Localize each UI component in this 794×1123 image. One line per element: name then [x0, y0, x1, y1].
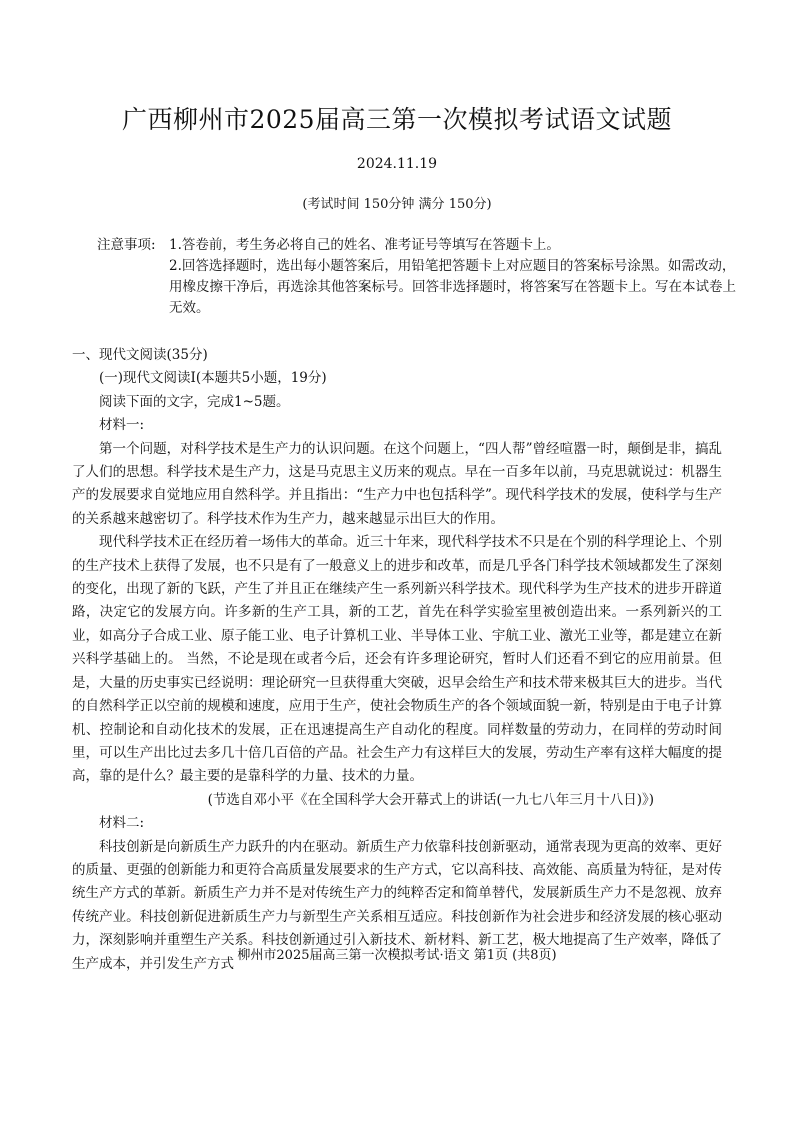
material-1-source: (节选自邓小平《在全国科学大会开幕式上的讲话(一九七八年三月十八日)》): [207, 791, 654, 808]
material-2-paragraph-1: 科技创新是向新质生产力跃升的内在驱动。新质生产力依靠科技创新驱动，通常表现为更高的效率、更好的质量、更强的创新能力和更符合高质量发展要求的生产方式，它以高科技、高效能、高质量为特征，是对传统生产方式的革新。新质生产力并不是对传统生产力的纯粹否定和简单替代，发展新质生产力不是忽视、放弃传统产业。科技创新促进新质生产力与新型生产关系相互适应。科技创新作为社会进步和经济发展的核心驱动力，深刻影响并重塑生产关系。科技创新通过引入新技术、新材料、新工艺，极大地提高了生产效率，降低了生产成本，并引发生产方式: [72, 838, 722, 972]
reading-instruction: 阅读下面的文字，完成1~5题。: [99, 393, 290, 410]
notice-block: [97, 235, 737, 319]
notice-row-1: [97, 235, 737, 256]
material-2-label: 材料二:: [99, 815, 145, 832]
material-1-paragraph-1: 第一个问题，对科学技术是生产力的认识问题。在这个问题上，“四人帮”曾经喧嚣一时，颠倒是非，搞乱了人们的思想。科学技术是生产力，这是马克思主义历来的观点。早在一百多年以前，马克思就说过：机器生产的发展要求自觉地应用自然科学。并且指出：“生产力中也包括科学”。现代科学技术的发展，使科学与生产的关系越来越密切了。科学技术作为生产力，越来越显示出巨大的作用。: [72, 440, 722, 527]
notice-row-2: [97, 256, 737, 319]
reading-section: [72, 344, 722, 976]
notice-item-1: 1.答卷前，考生务必将自己的姓名、准考证号等填写在答题卡上。: [169, 237, 560, 253]
exam-date: 2024.11.19: [356, 156, 438, 172]
material-1-paragraph-2: 现代科学技术正在经历着一场伟大的革命。近三十年来，现代科学技术不只是在个别的科学理论上、个别的生产技术上获得了发展，也不只是有了一般意义上的进步和改革，而是几乎各门科学技术领域都发生了深刻的变化，出现了新的飞跃，产生了并且正在继续产生一系列新兴科学技术。现代科学为生产技术的进步开辟道路，决定它的发展方向。许多新的生产工具，新的工艺，首先在科学实验室里被创造出来。一系列新兴的工业，如高分子合成工业、原子能工业、电子计算机工业、半导体工业、宇航工业、激光工业等，都是建立在新兴科学基础上的。 当然，不论是现在或者今后，还会有许多理论研究，暂时人们还看不到它的应用前景。但是，大量的历史事实已经说明：理论研究一旦获得重大突破，迟早会给生产和技术带来极其巨大的进步。当代的自然科学正以空前的规模和速度，应用于生产，使社会物质生产的各个领域面貌一新，特别是由于电子计算机、控制论和自动化技术的发展，正在迅速提高生产自动化的程度。同样数量的劳动力，在同样的劳动时间里，可以生产出比过去多几十倍几百倍的产品。社会生产力有这样巨大的发展，劳动生产率有这样大幅度的提高，靠的是什么？最主要的是靠科学的力量、技术的力量。: [72, 534, 722, 785]
exam-time-score: (考试时间 150分钟 满分 150分): [302, 197, 492, 212]
sub-section-heading: (一)现代文阅读Ⅰ(本题共5小题，19分): [99, 370, 327, 387]
notice-item-2: 2.回答选择题时，选出每小题答案后，用铅笔把答题卡上对应题目的答案标号涂黑。如需改动，用橡皮擦干净后，再选涂其他答案标号。回答非选择题时，将答案写在答题卡上。写在本试卷上无效。: [169, 258, 736, 316]
section-heading: 一、现代文阅读(35分): [72, 347, 208, 363]
notice-label: 注意事项:: [97, 237, 156, 253]
page-title: 广西柳州市2025届高三第一次模拟考试语文试题: [121, 105, 673, 134]
material-1-label: 材料一:: [99, 417, 145, 434]
page-footer: 柳州市2025届高三第一次模拟考试·语文 第1页 (共8页): [237, 948, 557, 963]
